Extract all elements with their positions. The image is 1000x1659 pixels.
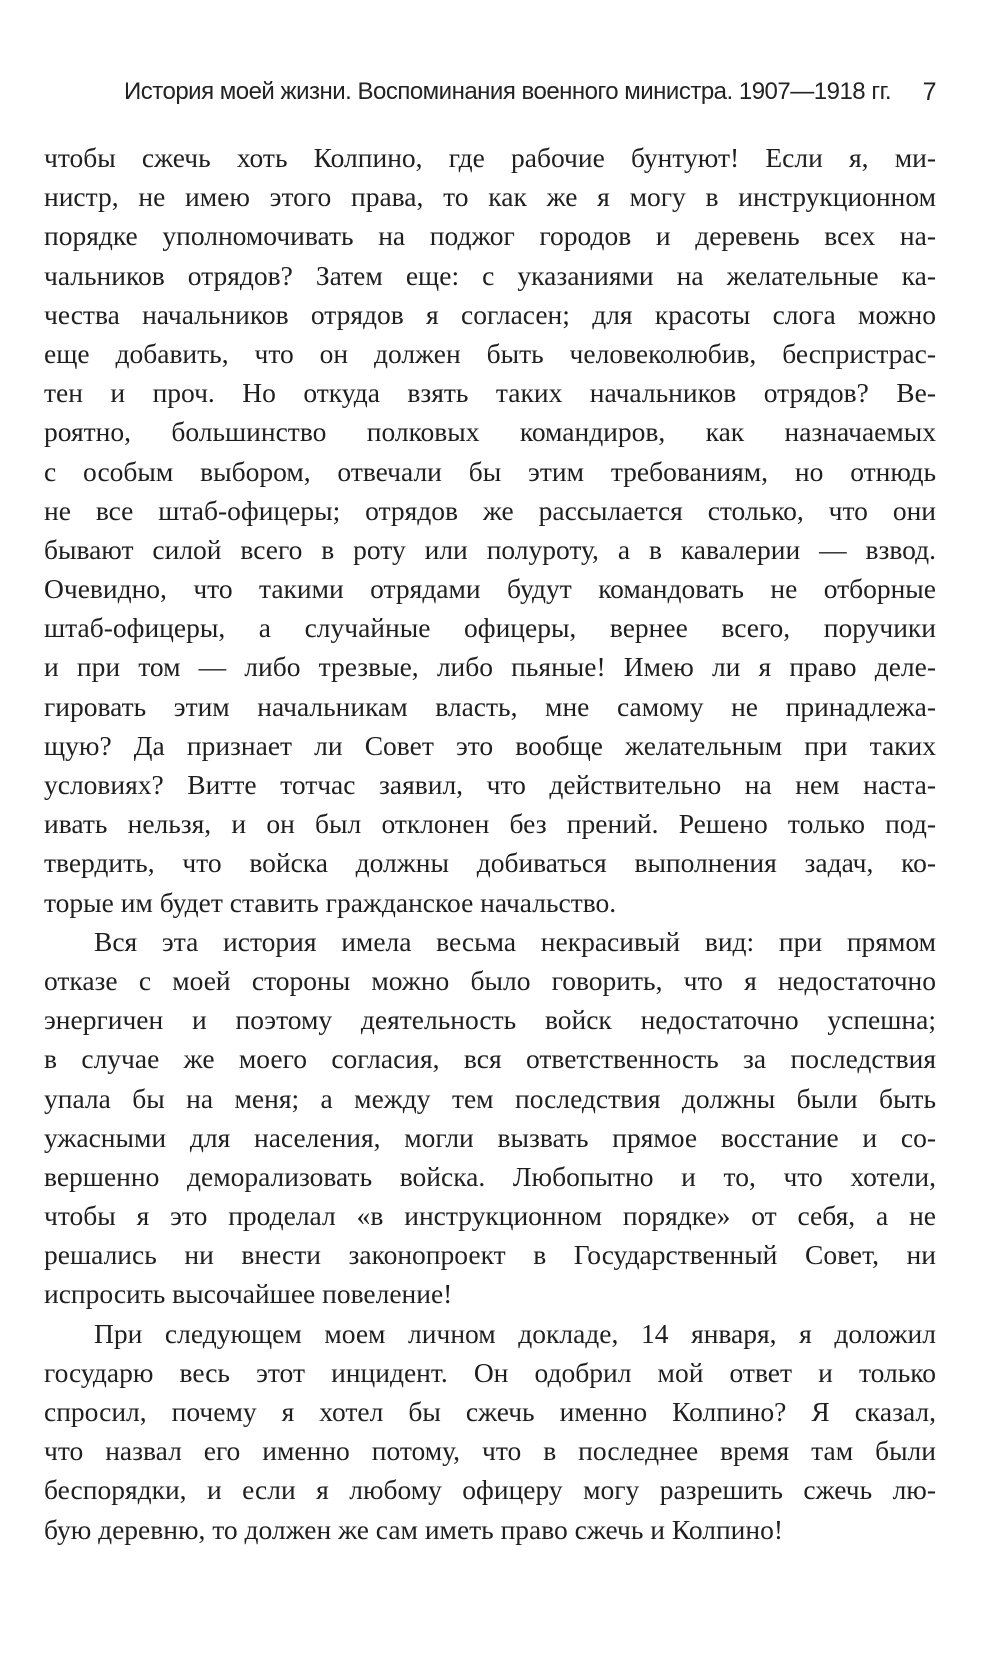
body-text [44,138,936,1549]
text-line: бывают силой всего в роту или полуроту, а в кавалерии — взвод. [44,533,936,565]
text-line: и при том — либо трезвые, либо пьяные! Имею ли я право деле- [44,651,936,683]
running-header [124,78,936,112]
text-line: вершенно деморализовать войска. Любопытно и то, что хотели, [44,1160,936,1192]
text-line: штаб-офицеры, а случайные офицеры, вернее всего, поручики [44,612,936,644]
text-line: условиях? Витте тотчас заявил, что действительно на нем наста- [44,769,936,800]
text-line: что назвал его именно потому, что в последнее время там были [44,1435,936,1467]
text-line: ивать нельзя, и он был отклонен без прений. Решено только под- [44,808,936,840]
text-line: твердить, что войска должны добиваться выполнения задач, ко- [44,847,936,879]
text-line: чества начальников отрядов я согласен; для красоты слога можно [44,298,936,330]
page-number: 7 [922,78,936,106]
text-line: щую? Да признает ли Совет это вообще желательным при таких [44,729,936,761]
text-line: в случае же моего согласия, вся ответственность за последствия [44,1043,936,1075]
text-line: При следующем моем личном докладе, 14 января, я доложил [94,1317,936,1349]
text-line: бую деревню, то должен же сам иметь право сжечь и Колпино! [44,1513,784,1545]
text-line: государю весь этот инцидент. Он одобрил мой ответ и только [44,1356,936,1388]
text-line: решались ни внести законопроект в Государственный Совет, ни [44,1239,936,1271]
text-line: упала бы на меня; а между тем последствия должны были быть [44,1082,936,1114]
text-line: порядке уполномочивать на поджог городов и деревень всех на- [44,220,936,252]
text-line: Вся эта история имела весьма некрасивый вид: при прямом [94,925,936,957]
text-line: нистр, не имею этого права, то как же я могу в инструкционном [44,181,936,213]
text-line: отказе с моей стороны можно было говорить, что я недостаточно [44,964,936,996]
text-line: гировать этим начальникам власть, мне самому не принадлежа- [44,690,936,722]
text-line: испросить высочайшее повеление! [44,1278,453,1310]
text-line: торые им будет ставить гражданское начальство. [44,886,617,918]
text-line: чтобы я это проделал «в инструкционном порядке» от себя, а не [44,1200,936,1232]
text-line: чтобы сжечь хоть Колпино, где рабочие бунтуют! Если я, ми- [44,142,936,173]
text-line: не все штаб-офицеры; отрядов же рассылается столько, что они [44,494,936,526]
text-line: чальников отрядов? Затем еще: с указаниями на желательные ка- [44,259,936,291]
text-line: ужасными для населения, могли вызвать прямое восстание и со- [44,1121,936,1153]
text-line: Очевидно, что такими отрядами будут командовать не отборные [44,573,936,605]
text-line: энергичен и поэтому деятельность войск недостаточно успешна; [44,1004,936,1036]
text-line: еще добавить, что он должен быть человеколюбив, беспристрас- [44,337,936,369]
text-line: тен и проч. Но откуда взять таких начальников отрядов? Ве- [44,377,936,409]
text-line: спросил, почему я хотел бы сжечь именно Колпино? Я сказал, [44,1396,936,1427]
text-line: с особым выбором, отвечали бы этим требованиям, но отнюдь [44,455,936,487]
running-title: История моей жизни. Воспоминания военного министра. 1907—1918 гг. [124,78,892,105]
text-line: беспорядки, и если я любому офицеру могу разрешить сжечь лю- [44,1474,936,1506]
text-line: роятно, большинство полковых командиров, как назначаемых [44,416,936,448]
